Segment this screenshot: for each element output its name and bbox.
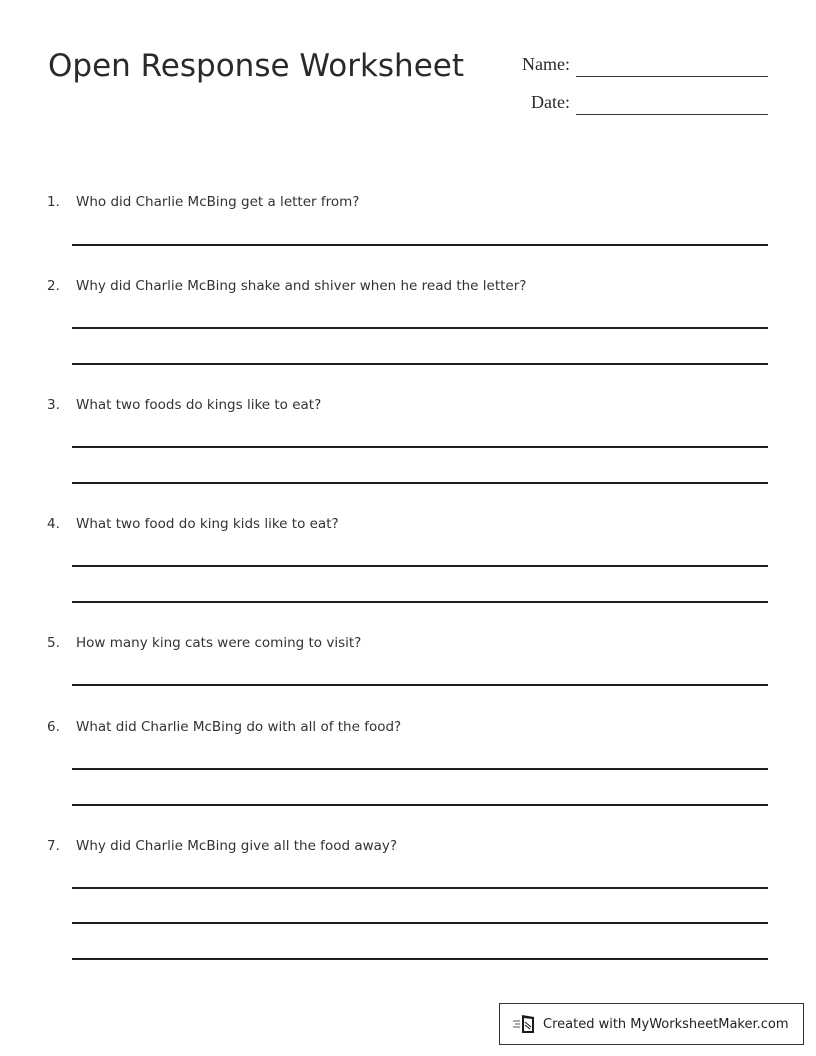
question-number: 7. [47,838,60,854]
answer-line[interactable] [72,565,768,567]
question-text: Who did Charlie McBing get a letter from? [76,194,360,210]
name-field[interactable] [576,76,768,77]
answer-line[interactable] [72,327,768,329]
question-text: What two foods do kings like to eat? [76,397,322,413]
answer-line[interactable] [72,804,768,806]
question-text: What two food do king kids like to eat? [76,516,339,532]
answer-line[interactable] [72,244,768,246]
question-number: 1. [47,194,60,210]
answer-line[interactable] [72,601,768,603]
question-text: How many king cats were coming to visit? [76,635,362,651]
question-number: 5. [47,635,60,651]
question-text: What did Charlie McBing do with all of the food? [76,719,402,735]
question-number: 4. [47,516,60,532]
worksheet-maker-logo-icon [512,1013,538,1035]
answer-line[interactable] [72,887,768,889]
question-number: 3. [47,397,60,413]
question-number: 2. [47,278,60,294]
answer-line[interactable] [72,958,768,960]
answer-line[interactable] [72,482,768,484]
question-text: Why did Charlie McBing shake and shiver when he read the letter? [76,278,527,294]
footer-text: Created with MyWorksheetMaker.com [543,1016,789,1032]
name-label: Name: [522,54,570,74]
answer-line[interactable] [72,363,768,365]
question-text: Why did Charlie McBing give all the food away? [76,838,398,854]
date-field[interactable] [576,114,768,115]
answer-line[interactable] [72,684,768,686]
answer-line[interactable] [72,768,768,770]
date-label: Date: [531,92,570,112]
answer-line[interactable] [72,922,768,924]
question-number: 6. [47,719,60,735]
footer-credit[interactable] [499,1003,804,1045]
answer-line[interactable] [72,446,768,448]
page-title: Open Response Worksheet [48,48,464,84]
